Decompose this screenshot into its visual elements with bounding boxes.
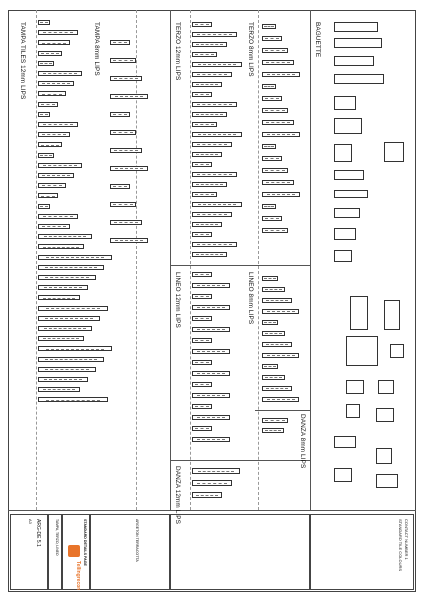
tile-profile-detail [110, 148, 142, 153]
tile-profile-detail [192, 338, 212, 343]
baguette-section-detail [334, 190, 368, 198]
tile-profile-detail [38, 40, 70, 45]
tile-profile-detail [192, 212, 232, 217]
tile-profile-detail [192, 426, 212, 431]
tile-profile-detail [192, 52, 217, 57]
tile-profile-detail [262, 364, 278, 369]
section-title-terzo-8: TERZO 8mm LIPS [247, 22, 254, 77]
tile-profile-detail [262, 216, 282, 221]
section-divider-danza [170, 460, 310, 461]
section-title-lineo-8: LINEO 8mm LIPS [247, 272, 254, 325]
tile-profile-detail [192, 242, 237, 247]
baguette-section-detail [376, 474, 398, 488]
baguette-section-detail [334, 118, 362, 134]
tile-profile-detail [192, 316, 212, 321]
tile-profile-detail [38, 163, 82, 168]
tile-profile-detail [192, 492, 222, 498]
column-divider-2 [310, 10, 311, 510]
baguette-section-detail [390, 344, 404, 358]
tile-profile-detail [38, 132, 70, 137]
tile-profile-detail [38, 173, 74, 178]
notes-header: CONTACT NUMBER 1 [404, 519, 409, 560]
tile-profile-detail [192, 202, 242, 207]
tile-profile-detail [38, 306, 108, 311]
sheet-scale: A3 [28, 519, 33, 524]
section-divider-lineo-danza [255, 410, 310, 411]
tile-profile-detail [38, 214, 78, 219]
tile-profile-detail [262, 428, 284, 433]
section-title-baguette: BAGUETTE [314, 22, 321, 58]
baguette-section-detail [346, 336, 378, 366]
baguette-section-detail [376, 448, 392, 464]
tile-profile-detail [192, 415, 230, 420]
tile-profile-detail [192, 132, 242, 137]
sub-title: TAMPA, TERZO, LINEO [55, 519, 59, 556]
tile-profile-detail [192, 72, 232, 77]
tile-profile-detail [192, 294, 212, 299]
tile-profile-detail [38, 142, 62, 147]
tile-profile-detail [262, 298, 292, 303]
tile-profile-detail [262, 386, 292, 391]
tile-profile-detail [262, 108, 288, 113]
centre-line [136, 10, 137, 510]
tile-profile-detail [262, 353, 299, 358]
centre-line [36, 10, 37, 510]
tile-profile-detail [38, 153, 54, 158]
tile-profile-detail [262, 96, 282, 101]
baguette-section-detail [334, 170, 364, 180]
company-name: Tellingrecon [75, 561, 81, 591]
tile-profile-detail [262, 132, 300, 137]
tile-profile-detail [262, 309, 299, 314]
tile-profile-detail [38, 275, 96, 280]
tile-profile-detail [262, 144, 276, 149]
logo-mark-icon [68, 545, 80, 557]
tile-profile-detail [262, 342, 292, 347]
tile-profile-detail [262, 192, 300, 197]
baguette-section-detail [346, 380, 364, 394]
tile-profile-detail [192, 360, 212, 365]
tile-profile-detail [110, 130, 136, 135]
tile-profile-detail [192, 272, 212, 277]
section-divider-terzo-lineo [170, 265, 310, 266]
tile-profile-detail [110, 112, 130, 117]
tile-profile-detail [262, 204, 276, 209]
baguette-section-detail [334, 144, 352, 162]
tile-profile-detail [38, 122, 78, 127]
baguette-section-detail [334, 436, 356, 448]
baguette-section-detail [334, 96, 356, 110]
tile-profile-detail [38, 81, 74, 86]
tile-profile-detail [192, 371, 230, 376]
tile-profile-detail [192, 32, 237, 37]
tile-profile-detail [262, 72, 300, 77]
tile-profile-detail [38, 224, 70, 229]
baguette-section-detail [334, 74, 384, 84]
tile-profile-detail [262, 397, 299, 402]
notes-box [310, 514, 414, 590]
tile-profile-detail [38, 357, 104, 362]
baguette-section-detail [334, 208, 360, 218]
tile-profile-detail [192, 222, 222, 227]
notes-title: STANDARD TILE COLOURS [398, 519, 403, 572]
baguette-section-detail [334, 228, 356, 240]
tile-profile-detail [38, 326, 92, 331]
section-title-tampa-8: TAMPA 8mm LIPS [93, 22, 100, 76]
tile-profile-detail [192, 92, 212, 97]
baguette-section-detail [350, 296, 368, 330]
tile-profile-detail [38, 91, 66, 96]
tile-profile-detail [38, 336, 84, 341]
tile-profile-detail [192, 102, 237, 107]
revision-box [170, 514, 310, 590]
tile-profile-detail [38, 255, 112, 260]
tile-profile-detail [192, 62, 242, 67]
project-name: ARGETON TERRACOTTA [135, 519, 139, 562]
baguette-section-detail [334, 22, 378, 32]
tile-profile-detail [192, 122, 217, 127]
tile-profile-detail [38, 61, 54, 66]
tile-profile-detail [38, 102, 58, 107]
baguette-section-detail [376, 408, 394, 422]
tile-profile-detail [38, 71, 82, 76]
tile-profile-detail [192, 152, 222, 157]
tile-profile-detail [110, 94, 148, 99]
drawing-number: ARG-DE 5.1 [35, 519, 41, 547]
baguette-section-detail [378, 380, 394, 394]
project-box [90, 514, 170, 590]
tile-profile-detail [38, 387, 80, 392]
tile-profile-detail [38, 346, 112, 351]
section-title-tampa-tiles-12: TAMPA TILES 12mm LIPS [19, 22, 26, 100]
tile-profile-detail [192, 142, 232, 147]
tile-profile-detail [38, 265, 104, 270]
tile-profile-detail [110, 40, 130, 45]
tile-profile-detail [192, 162, 212, 167]
tile-profile-detail [192, 349, 230, 354]
tile-profile-detail [192, 182, 227, 187]
tile-profile-detail [192, 22, 212, 27]
tile-profile-detail [192, 480, 232, 486]
baguette-section-detail [334, 56, 374, 66]
tile-profile-detail [262, 287, 285, 292]
tile-profile-detail [262, 180, 294, 185]
tile-profile-detail [262, 36, 282, 41]
tile-profile-detail [192, 393, 230, 398]
company-logo [63, 541, 89, 596]
tile-profile-detail [110, 76, 142, 81]
section-title-terzo-12: TERZO 12mm LIPS [174, 22, 181, 81]
tile-profile-detail [262, 156, 282, 161]
column-divider-1 [170, 10, 171, 510]
centre-line [190, 10, 191, 510]
tile-profile-detail [38, 295, 80, 300]
tile-profile-detail [262, 331, 285, 336]
tile-profile-detail [38, 377, 88, 382]
tile-profile-detail [262, 320, 278, 325]
tile-profile-detail [262, 84, 276, 89]
tile-profile-detail [192, 252, 227, 257]
tile-profile-detail [38, 51, 62, 56]
baguette-section-detail [384, 142, 404, 162]
tile-profile-detail [192, 305, 230, 310]
tile-profile-detail [192, 112, 227, 117]
tile-profile-detail [262, 60, 294, 65]
tile-profile-detail [38, 285, 88, 290]
tile-profile-detail [38, 316, 100, 321]
tile-profile-detail [110, 238, 148, 243]
section-title-danza-12: DANZA 12mm LIPS [174, 466, 181, 524]
tile-profile-detail [192, 192, 217, 197]
tile-profile-detail [192, 382, 212, 387]
tile-profile-detail [38, 244, 84, 249]
tile-profile-detail [110, 220, 142, 225]
tile-profile-detail [192, 82, 222, 87]
tile-profile-detail [262, 48, 288, 53]
tile-profile-detail [38, 20, 50, 25]
tile-profile-detail [192, 404, 212, 409]
tile-profile-detail [262, 276, 278, 281]
tile-profile-detail [262, 418, 288, 423]
baguette-section-detail [346, 404, 360, 418]
baguette-section-detail [384, 300, 400, 330]
tile-profile-detail [38, 367, 96, 372]
baguette-section-detail [334, 250, 352, 262]
tile-profile-detail [38, 204, 50, 209]
tile-profile-detail [262, 228, 288, 233]
tile-profile-detail [262, 168, 288, 173]
drawing-title: STANDARD DETAILS PAGE [83, 519, 87, 566]
tile-profile-detail [262, 120, 294, 125]
baguette-section-detail [334, 468, 352, 482]
section-title-danza-8: DANZA 8mm LIPS [299, 414, 306, 469]
tile-profile-detail [38, 234, 92, 239]
tile-profile-detail [262, 24, 276, 29]
title-block-divider [8, 510, 416, 511]
sub-title-box [48, 514, 62, 590]
tile-profile-detail [38, 397, 108, 402]
drawing-number-box [10, 514, 48, 590]
tile-profile-detail [192, 172, 237, 177]
tile-profile-detail [192, 42, 227, 47]
tile-profile-detail [192, 327, 230, 332]
tile-profile-detail [38, 112, 50, 117]
section-title-lineo-12: LINEO 12mm LIPS [174, 272, 181, 328]
tile-profile-detail [38, 30, 78, 35]
baguette-section-detail [334, 38, 382, 48]
tile-profile-detail [110, 202, 136, 207]
tile-profile-detail [192, 437, 230, 442]
tile-profile-detail [110, 184, 130, 189]
tile-profile-detail [38, 183, 66, 188]
tile-profile-detail [110, 166, 148, 171]
tile-profile-detail [192, 283, 230, 288]
tile-profile-detail [192, 468, 240, 474]
tile-profile-detail [38, 193, 58, 198]
centre-line [258, 10, 259, 510]
tile-profile-detail [262, 375, 285, 380]
tile-profile-detail [192, 232, 212, 237]
tile-profile-detail [110, 58, 136, 63]
